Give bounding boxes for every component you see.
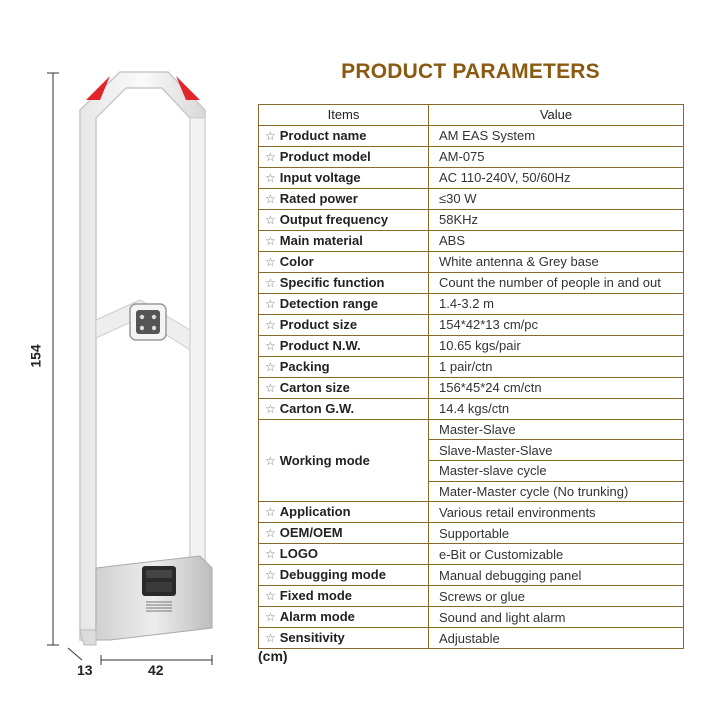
star-icon: ☆ [265,401,276,416]
param-item-label: Rated power [279,190,358,206]
param-item [259,230,429,251]
param-item [259,502,429,523]
height-dimension-label: 154 [27,344,44,368]
width-dimension-label: 42 [148,662,164,678]
star-icon: ☆ [265,526,276,541]
table-header-row [259,105,684,126]
star-icon: ☆ [265,453,276,468]
table-row [259,314,684,335]
param-item [259,167,429,188]
star-icon: ☆ [265,589,276,604]
star-icon: ☆ [265,547,276,562]
param-item-label: Working mode [279,452,370,468]
param-item [259,188,429,209]
param-item-label: Main material [279,232,363,248]
param-value: Count the number of people in and out [429,272,684,293]
star-icon: ☆ [265,380,276,395]
param-value: Supportable [429,523,684,544]
table-row [259,586,684,607]
table-body [259,125,684,649]
table-row [259,607,684,628]
param-item [259,377,429,398]
param-item-label: Color [279,253,314,269]
table-row [259,565,684,586]
param-item [259,209,429,230]
star-icon: ☆ [265,212,276,227]
star-icon: ☆ [265,568,276,583]
param-item-label: Output frequency [279,211,389,227]
param-value: Screws or glue [429,586,684,607]
table-row [259,398,684,419]
param-item [259,565,429,586]
antenna-frame [80,72,205,640]
param-item-label: Product model [279,148,371,164]
table-row [259,167,684,188]
star-icon: ☆ [265,317,276,332]
star-icon: ☆ [265,149,276,164]
table-row [259,419,684,440]
star-icon: ☆ [265,170,276,185]
table-row [259,251,684,272]
param-item-label: Application [279,504,351,520]
depth-dimension-label: 13 [77,662,93,678]
param-item-label: Carton size [279,379,350,395]
column-header-value: Value [429,105,684,126]
param-item-label: Product size [279,316,358,332]
param-item-label: Alarm mode [279,609,355,625]
param-value: ABS [429,230,684,251]
param-value: ≤30 W [429,188,684,209]
param-value: 156*45*24 cm/ctn [429,377,684,398]
param-item [259,523,429,544]
param-item [259,314,429,335]
param-item [259,146,429,167]
table-row [259,293,684,314]
star-icon: ☆ [265,338,276,353]
table-row [259,125,684,146]
star-icon: ☆ [265,233,276,248]
param-item-label: Input voltage [279,169,361,185]
param-value: e-Bit or Customizable [429,544,684,565]
param-item [259,125,429,146]
param-value: 58KHz [429,209,684,230]
param-value: Adjustable [429,628,684,649]
param-item-label: Fixed mode [279,588,353,604]
star-icon: ☆ [265,505,276,520]
table-row [259,188,684,209]
param-item-label: Detection range [279,295,379,311]
star-icon: ☆ [265,296,276,311]
param-item [259,398,429,419]
param-value: 1.4-3.2 m [429,293,684,314]
param-value: AM EAS System [429,125,684,146]
param-value: Various retail environments [429,502,684,523]
param-item-label: Product N.W. [279,337,361,353]
param-value: White antenna & Grey base [429,251,684,272]
param-value: AC 110-240V, 50/60Hz [429,167,684,188]
table-row [259,356,684,377]
unit-note: (cm) [258,648,288,664]
param-value: Slave-Master-Slave [429,440,684,461]
param-value: Mater-Master cycle (No trunking) [429,481,684,502]
param-item [259,356,429,377]
star-icon: ☆ [265,254,276,269]
param-item-label: Specific function [279,274,385,290]
column-header-items: Items [259,105,429,126]
param-item [259,607,429,628]
table-row [259,523,684,544]
param-value: Master-Slave [429,419,684,440]
param-item-label: Carton G.W. [279,400,355,416]
param-value: 10.65 kgs/pair [429,335,684,356]
parameters-table [258,104,684,649]
star-icon: ☆ [265,275,276,290]
control-panel [130,304,166,340]
param-item [259,544,429,565]
param-item [259,628,429,649]
param-item-label: OEM/OEM [279,525,343,541]
table-row [259,230,684,251]
param-item-label: Product name [279,127,367,143]
star-icon: ☆ [265,128,276,143]
param-item [259,293,429,314]
param-value: Sound and light alarm [429,607,684,628]
star-icon: ☆ [265,631,276,646]
param-item [259,335,429,356]
star-icon: ☆ [265,610,276,625]
page-title: PRODUCT PARAMETERS [341,60,600,83]
param-item [259,586,429,607]
table-row [259,209,684,230]
table-row [259,628,684,649]
table-row [259,502,684,523]
param-value: Manual debugging panel [429,565,684,586]
table-row [259,335,684,356]
param-item [259,419,429,502]
param-item-label: Sensitivity [279,630,345,646]
table-row [259,272,684,293]
param-item-label: LOGO [279,546,319,562]
param-item-label: Packing [279,358,330,374]
param-value: 154*42*13 cm/pc [429,314,684,335]
param-value: AM-075 [429,146,684,167]
param-item [259,272,429,293]
star-icon: ☆ [265,191,276,206]
table-row [259,377,684,398]
param-value: Master-slave cycle [429,461,684,482]
param-item [259,251,429,272]
param-value: 14.4 kgs/ctn [429,398,684,419]
height-dimension-line [47,73,59,645]
param-value: 1 pair/ctn [429,356,684,377]
star-icon: ☆ [265,359,276,374]
table-row [259,146,684,167]
table-row [259,544,684,565]
param-item-label: Debugging mode [279,567,386,583]
